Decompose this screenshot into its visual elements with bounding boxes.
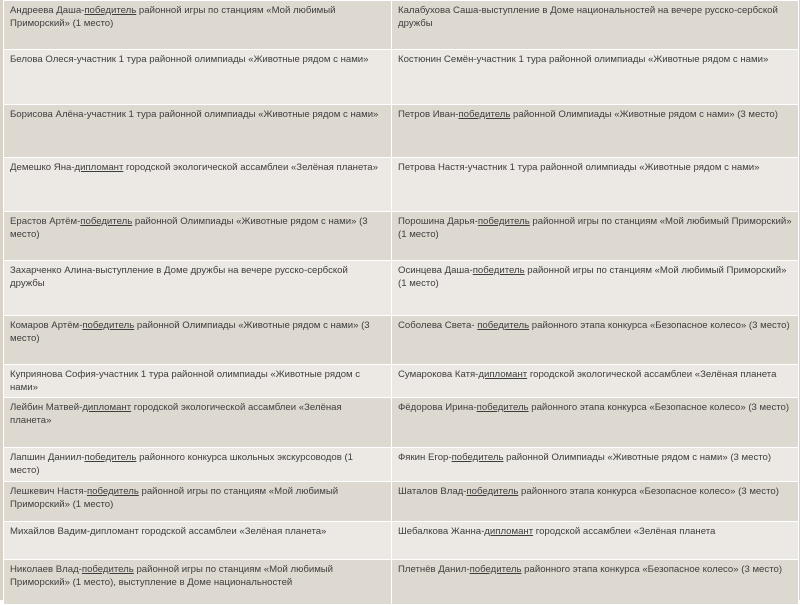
table-cell [4,261,392,316]
cell-text: районной игры по станциям «Мой любимый Приморский» (1 место) [10,486,339,510]
cell-text: Ерастов Артём- [10,216,81,227]
table-row [4,158,799,212]
table-cell [4,316,392,365]
award-status-link[interactable]: победитель [84,5,137,16]
cell-text: районной Олимпиады «Животные рядом с нами» (3 место) [510,109,778,120]
table-cell [4,50,392,105]
award-status-link[interactable]: победитель [477,320,530,331]
cell-text: районной игры по станциям «Мой любимый Приморский» (1 место), выступление в Доме национальностей [10,564,334,588]
award-status-link[interactable]: победитель [86,486,139,497]
table-row [4,365,799,398]
table-cell [392,316,799,365]
table-row [4,105,799,158]
cell-text: Куприянова София-участник 1 тура районной олимпиады «Животные рядом с нами» [10,369,361,393]
table-row [4,398,799,448]
table-row [4,448,799,482]
cell-text: районного этапа конкурса «Безопасное колесо» (3 место) [518,486,779,497]
cell-text: Борисова Алёна-участник 1 тура районной олимпиады «Животные рядом с нами» [10,109,379,120]
cell-text: районного этапа конкурса «Безопасное колесо» (3 место) [521,564,783,575]
cell-text: Шаталов Влад- [398,486,467,497]
table-cell [4,560,392,605]
cell-text: Захарченко Алина-выступление в Доме дружбы на вечере русско-сербской дружбы [10,265,348,289]
award-status-link[interactable]: победитель [451,452,504,463]
award-status-link[interactable]: победитель [81,564,134,575]
cell-text: районной Олимпиады «Животные рядом с нами» (3 место) [10,216,368,240]
cell-text: Лапшин Даниил- [10,452,85,463]
cell-text: Фёдорова Ирина- [398,402,477,413]
awards-table-body [4,1,799,605]
cell-text: Петрова Настя-участник 1 тура районной олимпиады «Животные рядом с нами» [398,162,760,173]
cell-text: городской экологической ассамблеи «Зелёная планета» [10,402,342,426]
cell-text: Петров Иван- [398,109,459,120]
award-status-link[interactable]: дипломант [478,369,528,380]
table-cell [4,105,392,158]
table-row [4,316,799,365]
table-cell [392,365,799,398]
award-status-link[interactable]: победитель [82,320,135,331]
cell-text: Андреева Даша- [10,5,85,16]
table-cell [392,448,799,482]
cell-text: Лешкевич Настя- [10,486,87,497]
cell-text: районного конкурса школьных экскурсоводов (1 место) [10,452,354,476]
table-cell [4,158,392,212]
cell-text: городской экологической ассамблеи «Зелёная планета [527,369,777,380]
cell-text: Порошина Дарья- [398,216,478,227]
cell-text: городской экологической ассамблеи «Зелёная планета» [123,162,378,173]
table-cell [392,522,799,560]
cell-text: районной игры по станциям «Мой любимый Приморский» (1 место) [398,216,792,240]
table-cell [392,482,799,522]
cell-text: Комаров Артём- [10,320,83,331]
award-status-link[interactable]: победитель [466,486,519,497]
table-cell [4,1,392,50]
cell-text: районного этапа конкурса «Безопасное колесо» (3 место) [528,402,790,413]
table-cell [4,212,392,261]
table-cell [4,522,392,560]
cell-text: районной Олимпиады «Животные рядом с нами» (3 место) [10,320,370,344]
table-cell [4,365,392,398]
table-row [4,1,799,50]
award-status-link[interactable]: победитель [458,109,511,120]
cell-text: Лейбин Матвей- [10,402,83,413]
cell-text: Николаев Влад- [10,564,82,575]
cell-text: Калабухова Саша-выступление в Доме национальностей на вечере русско-сербской дружбы [398,5,778,29]
table-cell [392,105,799,158]
table-cell [392,158,799,212]
cell-text: Шебалкова Жанна- [398,526,485,537]
table-cell [392,212,799,261]
awards-table [3,0,799,605]
table-row [4,261,799,316]
table-cell [392,1,799,50]
cell-text: Сумарокова Катя- [398,369,479,380]
cell-text: Плетнёв Данил- [398,564,470,575]
award-status-link[interactable]: победитель [476,402,529,413]
cell-text: Белова Олеся-участник 1 тура районной олимпиады «Животные рядом с нами» [10,54,369,65]
cell-text: Фякин Егор- [398,452,452,463]
table-cell [392,261,799,316]
cell-text: районной игры по станциям «Мой любимый Приморский» (1 место) [398,265,787,289]
cell-text: городской ассамблеи «Зелёная планета [533,526,716,537]
cell-text: Осинцева Даша- [398,265,473,276]
award-status-link[interactable]: победитель [477,216,530,227]
table-row [4,522,799,560]
award-status-link[interactable]: победитель [84,452,137,463]
award-status-link[interactable]: дипломант [484,526,534,537]
cell-text: Демешко Яна- [10,162,75,173]
cell-text: районной Олимпиады «Животные рядом с нами» (3 место) [503,452,772,463]
table-cell [4,448,392,482]
award-status-link[interactable]: победитель [469,564,522,575]
table-cell [392,50,799,105]
award-status-link[interactable]: победитель [80,216,133,227]
table-cell [4,398,392,448]
table-row [4,212,799,261]
cell-text: Михайлов Вадим-дипломант городской ассамблеи «Зелёная планета» [10,526,327,537]
table-cell [392,398,799,448]
cell-text: Соболева Света- [398,320,478,331]
table-row [4,482,799,522]
table-row [4,50,799,105]
award-status-link[interactable]: дипломант [82,402,132,413]
cell-text: районного этапа конкурса «Безопасное колесо» (3 место) [529,320,790,331]
award-status-link[interactable]: дипломант [74,162,124,173]
cell-text: районной игры по станциям «Мой любимый Приморский» (1 место) [10,5,336,29]
cell-text: Костюнин Семён-участник 1 тура районной олимпиады «Животные рядом с нами» [398,54,769,65]
table-cell [392,560,799,605]
award-status-link[interactable]: победитель [472,265,525,276]
table-cell [4,482,392,522]
table-row [4,560,799,605]
